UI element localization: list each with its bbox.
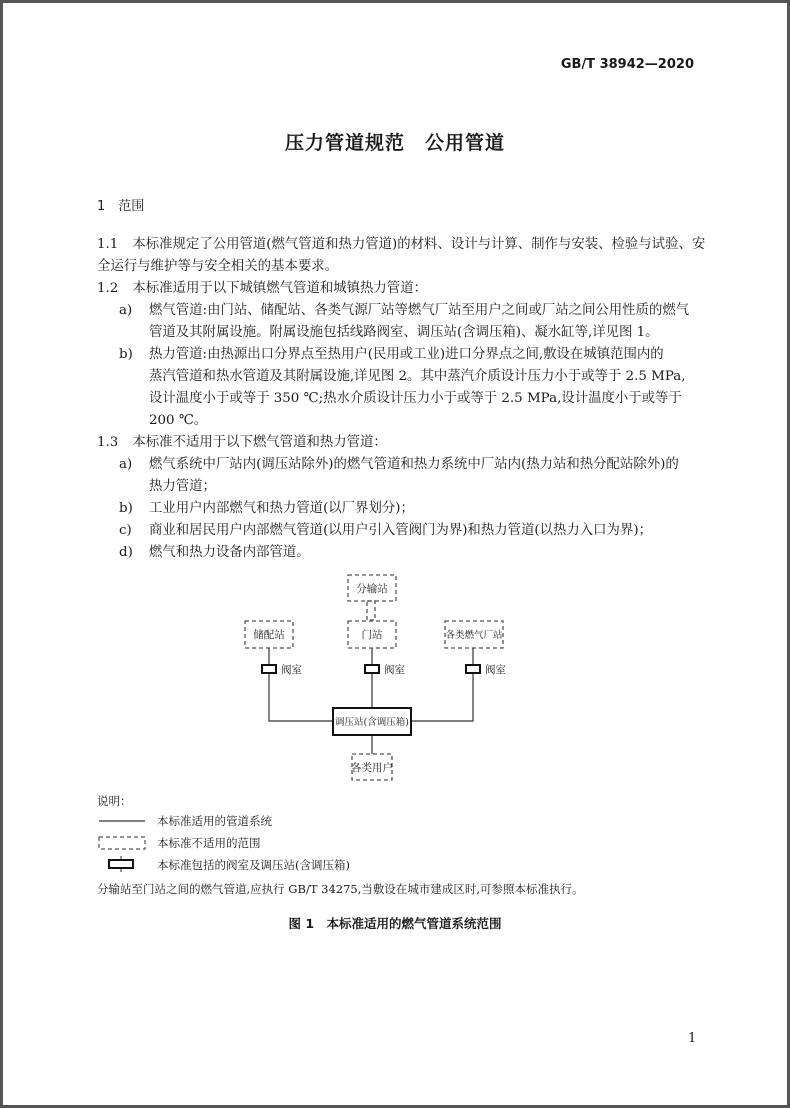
text-line: 工业用户内部燃气和热力管道(以厂界划分)； [149, 501, 414, 516]
item-label: b) [119, 501, 133, 516]
item-label: b) [119, 347, 133, 362]
section-number: 1 [97, 199, 106, 214]
standard-number: GB/T 38942—2020 [560, 57, 694, 72]
distribution-station-label: 分输站 [356, 583, 388, 595]
text-line: 本标准规定了公用管道(燃气管道和热力管道)的材料、设计与计算、制作与安装、检验与试验、安 [132, 237, 706, 252]
valve-icon [262, 665, 276, 673]
text-line: 200 ℃。 [149, 413, 208, 428]
page-number: 1 [688, 1031, 697, 1046]
legend-valve-icon [109, 860, 133, 868]
clause-number: 1.2 [97, 281, 119, 296]
text-line: 蒸汽管道和热水管道及其附属设施,详见图 2。其中蒸汽介质设计压力小于或等于 2.5 MPa, [149, 369, 686, 384]
storage-station-label: 储配站 [253, 629, 285, 641]
item-label: a) [119, 303, 133, 318]
text-line: 商业和居民用户内部燃气管道(以用户引入管阀门为界)和热力管道(以热力入口为界)； [149, 523, 652, 538]
valve-label: 阀室 [485, 664, 506, 676]
valve-icon [466, 665, 480, 673]
valve-label: 阀室 [384, 664, 405, 676]
regulator-station-label: 调压站(含调压箱) [335, 717, 409, 728]
legend-dashed-text: 本标准不适用的范围 [157, 836, 261, 850]
text-line: 热力管道:由热源出口分界点至热用户(民用或工业)进口分界点之间,敷设在城镇范围内的 [149, 347, 664, 362]
text-line: 燃气管道:由门站、储配站、各类气源厂站等燃气厂站至用户之间或厂站之间公用性质的燃气 [149, 303, 690, 318]
users-label: 各类用户 [351, 762, 393, 774]
text-line: 全运行与维护等与安全相关的基本要求。 [97, 259, 339, 274]
legend-title: 说明： [97, 794, 132, 808]
section-title: 范围 [118, 199, 145, 214]
figure-caption: 图 1 本标准适用的燃气管道系统范围 [288, 916, 502, 931]
clause-number: 1.1 [97, 237, 119, 252]
text-line: 热力管道； [149, 479, 216, 494]
text-line: 本标准不适用于以下燃气管道和热力管道： [132, 435, 387, 450]
pipe-line [269, 648, 333, 721]
text-line: 本标准适用于以下城镇燃气管道和城镇热力管道： [132, 281, 427, 296]
item-label: d) [119, 545, 133, 560]
clause-number: 1.3 [97, 435, 119, 450]
valve-label: 阀室 [281, 664, 302, 676]
gas-plants-label: 各类燃气厂站 [445, 630, 503, 641]
legend-solid-text: 本标准适用的管道系统 [157, 814, 272, 828]
legend-valve-text: 本标准包括的阀室及调压站(含调压箱) [157, 858, 350, 872]
figure-note: 分输站至门站之间的燃气管道,应执行 GB/T 34275,当敷设在城市建成区时,可参照本标准执行。 [97, 882, 584, 896]
legend-dashed-box-icon [99, 837, 145, 849]
text-line: 燃气和热力设备内部管道。 [149, 545, 310, 560]
pipe-line [411, 648, 473, 721]
text-line: 燃气系统中厂站内(调压站除外)的燃气管道和热力系统中厂站内(热力站和热分配站除外)的 [149, 457, 679, 472]
item-label: a) [119, 457, 133, 472]
valve-icon [365, 665, 379, 673]
text-line: 设计温度小于或等于 350 ℃;热水介质设计压力小于或等于 2.5 MPa,设计温度小于或等于 [149, 391, 682, 406]
item-label: c) [119, 523, 132, 538]
gate-station-label: 门站 [361, 629, 383, 641]
page-title: 压力管道规范 公用管道 [284, 132, 505, 154]
dashed-connector [367, 601, 375, 620]
text-line: 管道及其附属设施。附属设施包括线路阀室、调压站(含调压箱)、凝水缸等,详见图 1。 [149, 325, 659, 340]
